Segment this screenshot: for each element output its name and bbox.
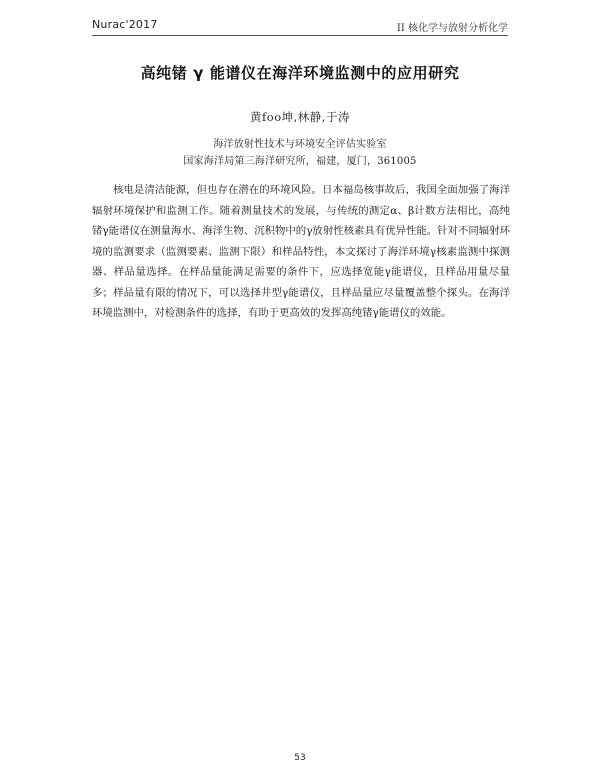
conference-header: Nurac'2017 <box>92 18 158 31</box>
affiliation-lab: 海洋放射性技术与环境安全评估实验室 <box>213 139 387 150</box>
paper-title: 高纯锗 γ 能谱仪在海洋环境监测中的应用研究 <box>140 64 460 82</box>
header-divider <box>92 35 508 36</box>
section-header: II 核化学与放射分析化学 <box>396 23 508 34</box>
paper-authors: 黄foo坤,林静,于涛 <box>250 110 350 124</box>
abstract-paragraph: 核电是清洁能源，但也存在潜在的环境风险。日本福岛核事故后，我国全面加强了海洋辐射环境保护和监测工作。随着测量技术的发展，与传统的测定α、β计数方法相比，高纯锗γ能谱仪在测量海水、海洋生物、沉积物中的γ放射性核素具有优异性能。针对不同辐射环境的监测要求（监测要素、监测下限）和样品特性，本文探讨了海洋环境γ核素监测中探测器、样品量选择。在样品量能满足需要的条件下，应选择宽能γ能谱仪，且样品用量尽量多；样品量有限的情况下，可以选择井型γ能谱仪，且样品量应尽量覆盖整个探头。在海洋环境监测中，对检测条件的选择，有助于更高效的发挥高纯锗γ能谱仪的效能。 <box>92 184 510 319</box>
affiliation-institute: 国家海洋局第三海洋研究所，福建，厦门，361005 <box>183 156 417 167</box>
page-number: 53 <box>294 753 306 763</box>
